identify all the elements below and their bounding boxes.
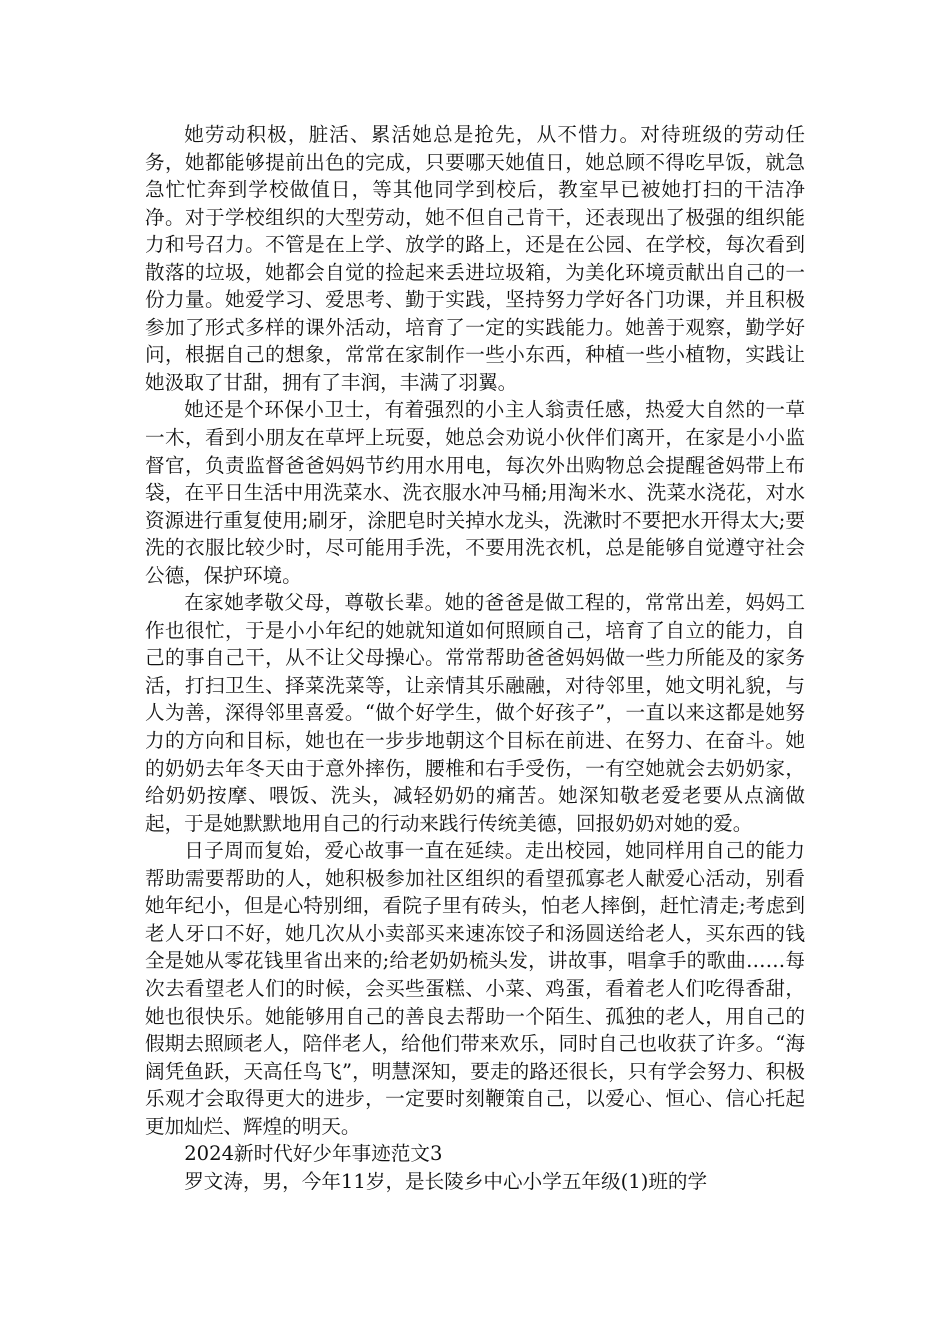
paragraph-environment: 她还是个环保小卫士，有着强烈的小主人翁责任感，热爱大自然的一草一木，看到小朋友在草坪上玩耍，她总会劝说小伙伴们离开，在家是小小监督官，负责监督爸爸妈妈节约用水用电，每次外出购物总会提醒爸妈带上布袋，在平日生活中用洗菜水、洗衣服水冲马桶;用淘米水、洗菜水浇花，对水资源进行重复使用;刷牙，涂肥皂时关掉水龙头，洗漱时不要把水开得太大;要洗的衣服比较少时，尽可能用手洗，不要用洗衣机，总是能够自觉遵守社会公德，保护环境。 — [145, 398, 805, 587]
paragraph-intro: 罗文涛，男，今年11岁，是长陵乡中心小学五年级(1)班的学 — [184, 1169, 708, 1193]
paragraph-family: 在家她孝敬父母，尊敬长辈。她的爸爸是做工程的，常常出差，妈妈工作也很忙，于是小小年纪的她就知道如何照顾自己，培育了自立的能力，自己的事自己干，从不让父母操心。常常帮助爸爸妈妈做一些力所能及的家务活，打扫卫生、择菜洗菜等，让亲情其乐融融，对待邻里，她文明礼貌，与人为善，深得邻里喜爱。“做个好学生，做个好孩子”，一直以来这都是她努力的方向和目标，她也在一步步地朝这个目标在前进、在努力、在奋斗。她的奶奶去年冬天由于意外摔伤，腰椎和右手受伤，一有空她就会去奶奶家，给奶奶按摩、喂饭、洗头，减轻奶奶的痛苦。她深知敬老爱老要从点滴做起，于是她默默地用自己的行动来践行传统美德，回报奶奶对她的爱。 — [145, 591, 805, 835]
section-heading: 2024新时代好少年事迹范文3 — [184, 1142, 443, 1166]
document-body — [145, 121, 805, 1195]
paragraph-community: 日子周而复始，爱心故事一直在延续。走出校园，她同样用自己的能力帮助需要帮助的人，她积极参加社区组织的看望孤寡老人献爱心活动，别看她年纪小，但是心特别细，看院子里有砖头，怕老人摔倒，赶忙清走;考虑到老人牙口不好，她几次从小卖部买来速冻饺子和汤圆送给老人，买东西的钱全是她从零花钱里省出来的;给老奶奶梳头发，讲故事，唱拿手的歌曲……每次去看望老人们的时候，会买些蛋糕、小菜、鸡蛋，看着老人们吃得香甜，她也很快乐。她能够用自己的善良去帮助一个陌生、孤独的老人，用自己的假期去照顾老人，陪伴老人，给他们带来欢乐，同时自己也收获了许多。“海阔凭鱼跃，天高任鸟飞”，明慧深知，要走的路还很长，只有学会努力、积极乐观才会取得更大的进步，一定要时刻鞭策自己，以爱心、恒心、信心托起更加灿烂、辉煌的明天。 — [145, 839, 805, 1138]
paragraph-labor: 她劳动积极，脏活、累活她总是抢先，从不惜力。对待班级的劳动任务，她都能够提前出色的完成，只要哪天她值日，她总顾不得吃早饭，就急急忙忙奔到学校做值日，等其他同学到校后，教室早已被她打扫的干洁净净。对于学校组织的大型劳动，她不但自己肯干，还表现出了极强的组织能力和号召力。不管是在上学、放学的路上，还是在公园、在学校，每次看到散落的垃圾，她都会自觉的捡起来丢进垃圾箱，为美化环境贡献出自己的一份力量。她爱学习、爱思考、勤于实践，坚持努力学好各门功课，并且积极参加了形式多样的课外活动，培育了一定的实践能力。她善于观察，勤学好问，根据自己的想象，常常在家制作一些小东西，种植一些小植物，实践让她汲取了甘甜，拥有了丰润，丰满了羽翼。 — [145, 123, 805, 394]
